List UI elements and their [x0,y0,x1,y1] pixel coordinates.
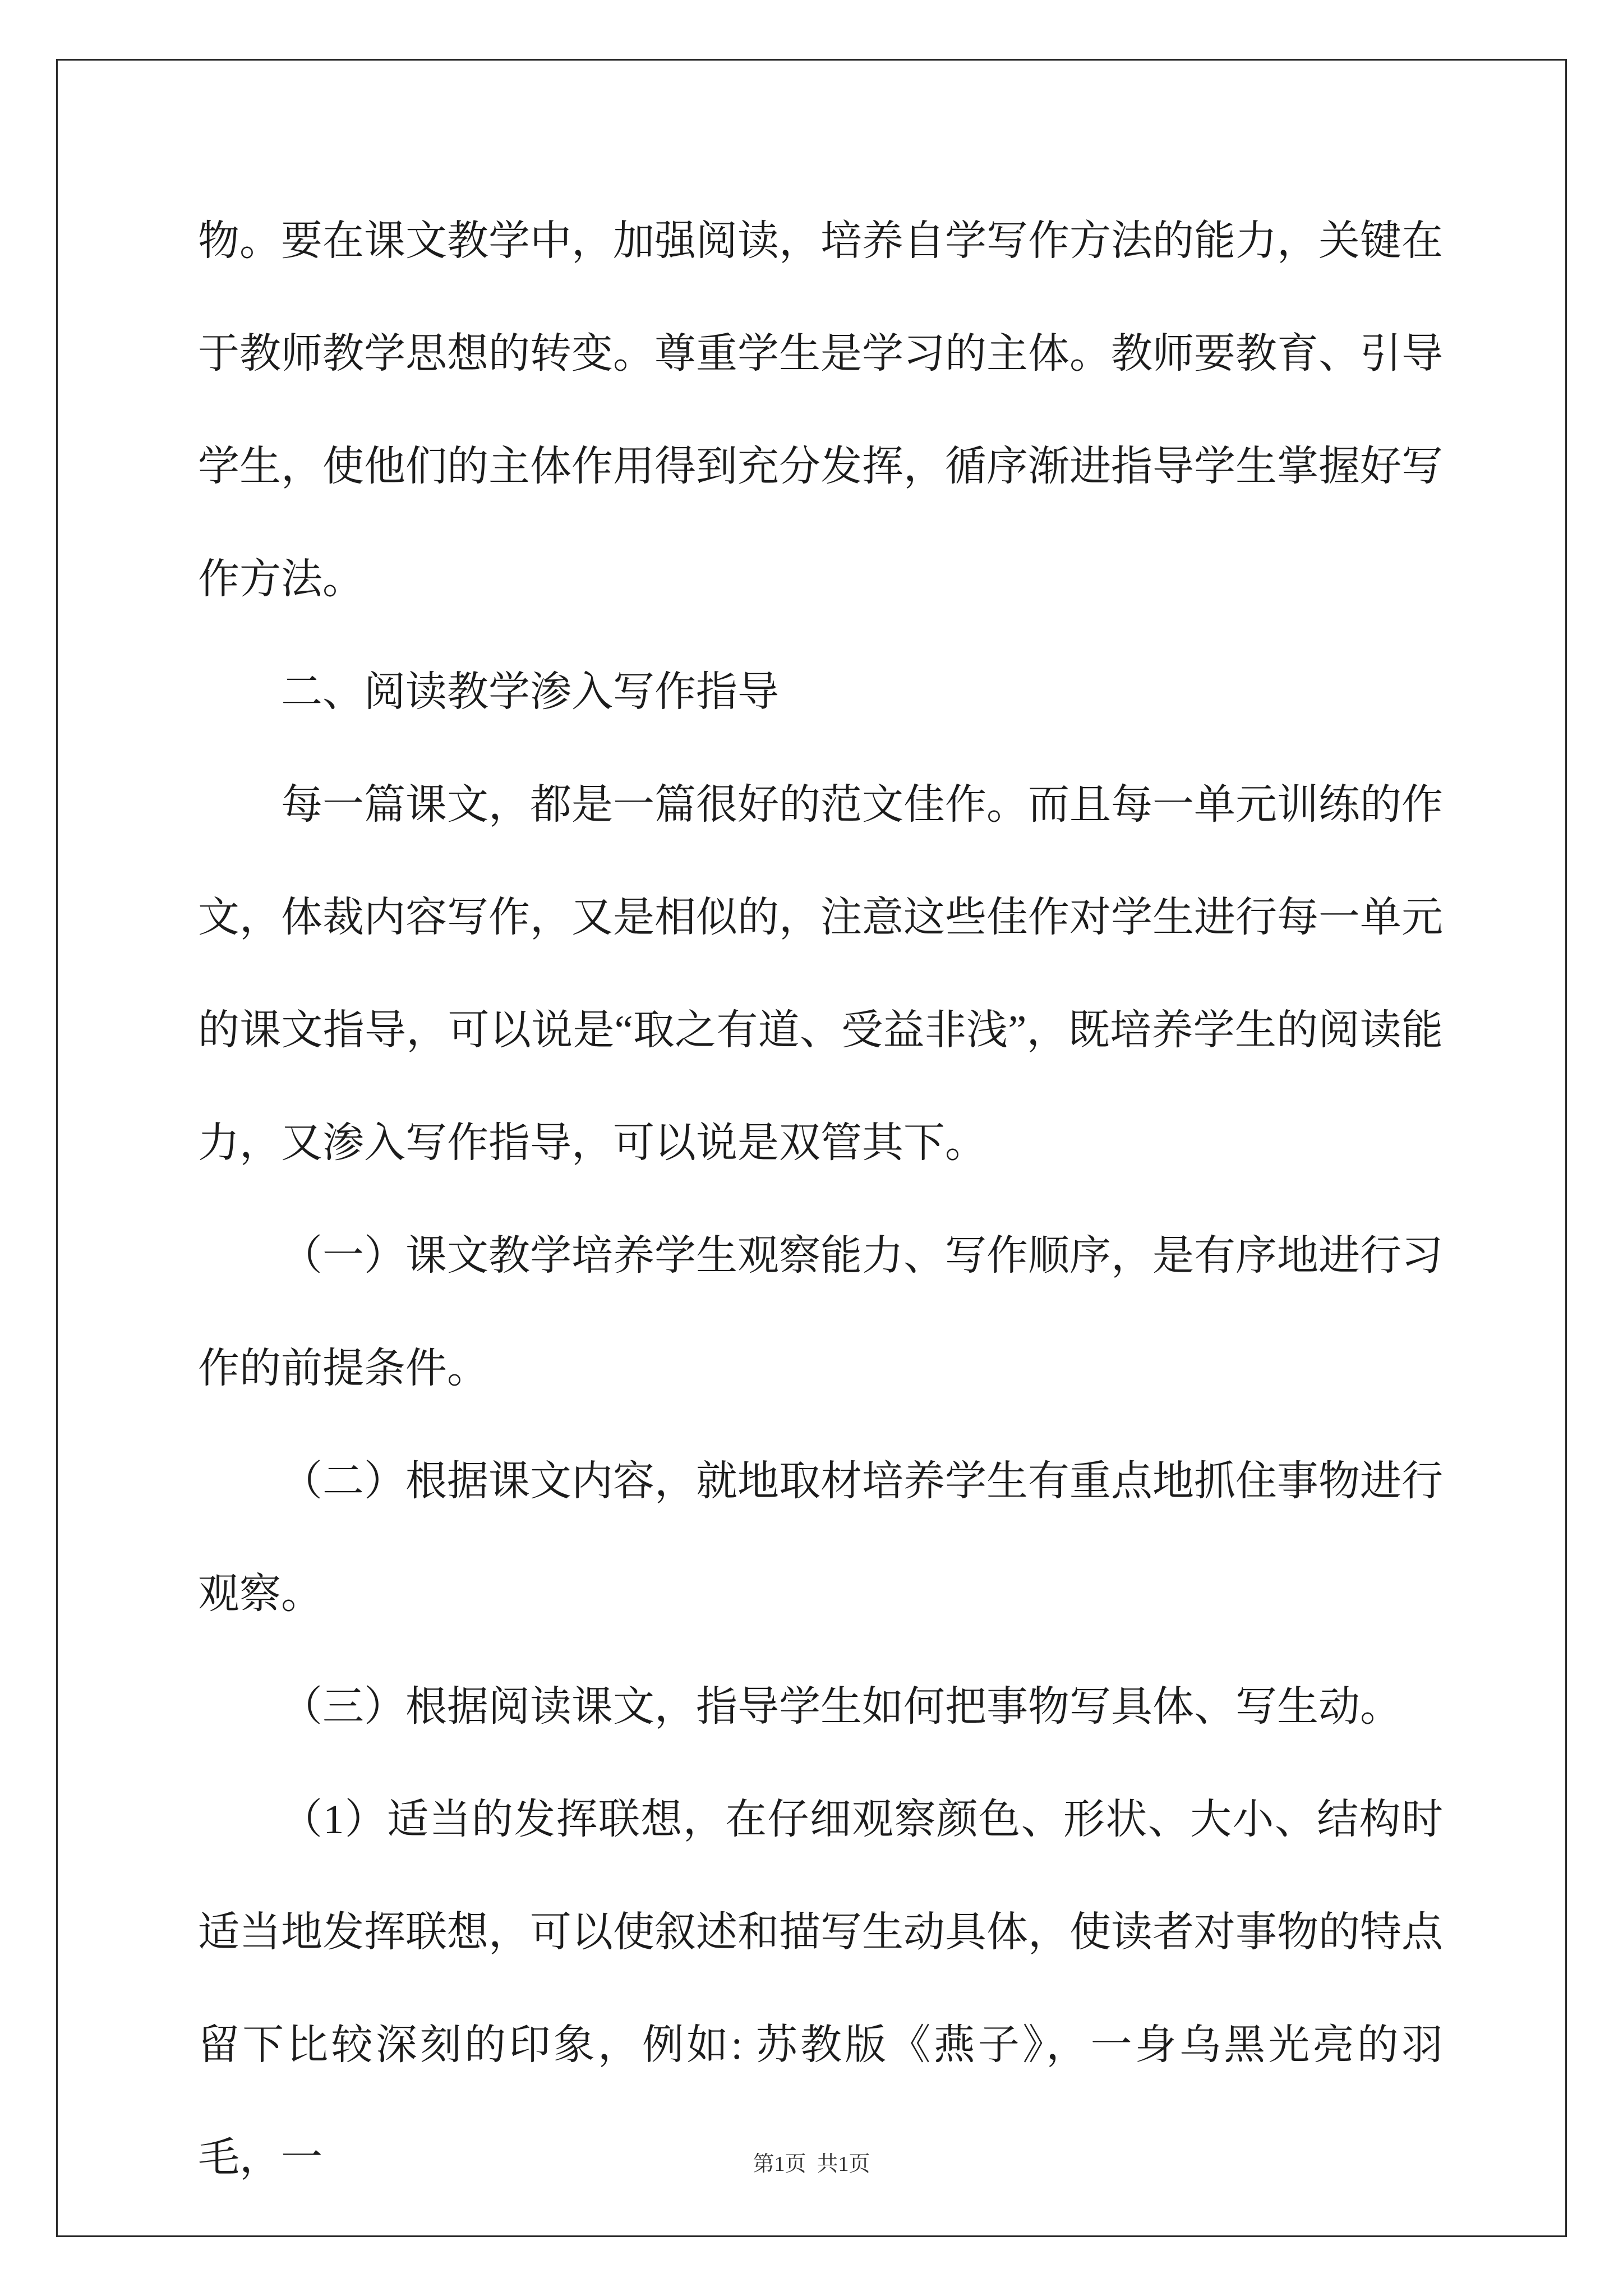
paragraph: （一）课文教学培养学生观察能力、写作顺序，是有序地进行习作的前提条件。 [198,1233,1443,1392]
paragraph: 每一篇课文，都是一篇很好的范文佳作。而且每一单元训练的作文，体裁内容写作，又是相似的，注意这些佳作对学生进行每一单元的课文指导，可以说是“取之有道、受益非浅”，既培养学生的阅读能力，又渗入写作指导，可以说是双管其下。 [198,782,1443,1166]
footer-page-number: 第1页 共1页 [753,2152,870,2176]
paragraph: （1）适当的发挥联想，在仔细观察颜色、形状、大小、结构时适当地发挥联想，可以使叙述和描写生动具体，使读者对事物的特点留下比较深刻的印象，例如: 苏教版《燕子》，一身乌黑光亮的羽毛，一 [198,1797,1443,2181]
document-body [198,185,1443,2215]
paragraph: （二）根据课文内容，就地取材培养学生有重点地抓住事物进行观察。 [198,1458,1443,1617]
paragraph: 物。要在课文教学中，加强阅读，培养自学写作方法的能力，关键在于教师教学思想的转变。尊重学生是学习的主体。教师要教育、引导学生，使他们的主体作用得到充分发挥，循序渐进指导学生掌握好写作方法。 [198,218,1443,602]
paragraph-heading: 二、阅读教学渗入写作指导 [281,669,779,715]
paragraph: （三）根据阅读课文，指导学生如何把事物写具体、写生动。 [281,1684,1401,1730]
